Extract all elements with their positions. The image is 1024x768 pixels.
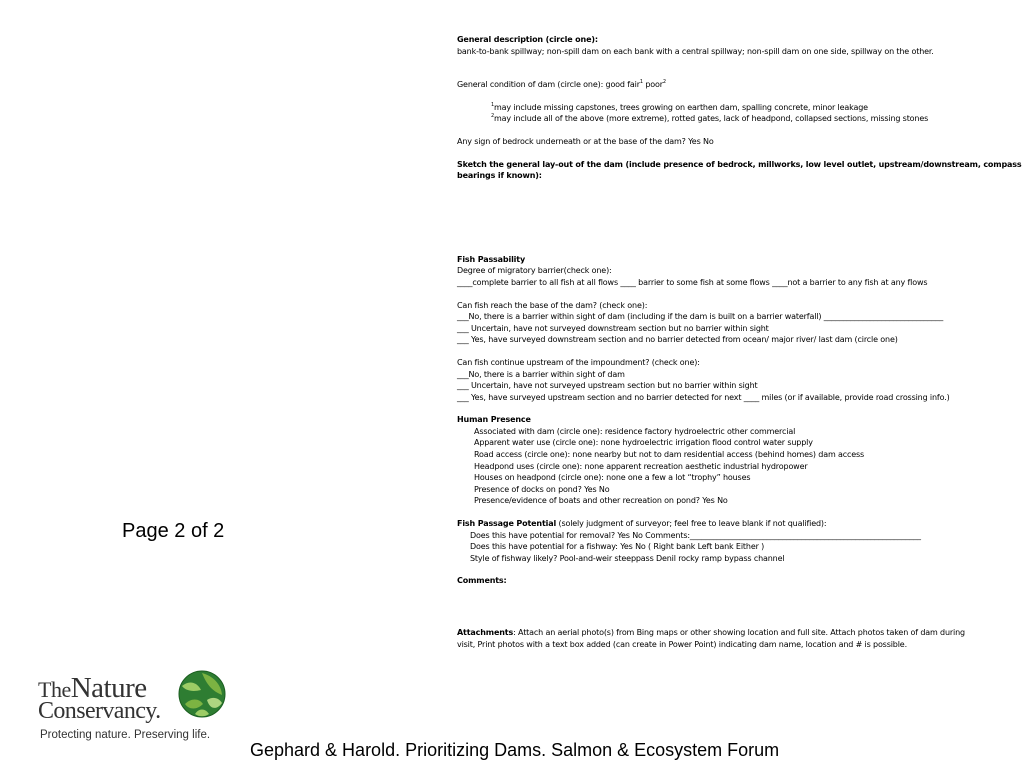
footnote-2 [457, 113, 997, 125]
footnote-2-marker: 2 [491, 113, 495, 120]
human-item: Presence/evidence of boats and other recreation on pond? Yes No [474, 496, 728, 506]
fish-passage-potential-note: (solely judgment of surveyor; feel free to leave blank if not qualified): [556, 519, 827, 529]
footnote-1-marker: 1 [491, 101, 495, 108]
removal-question: Does this have potential for removal? Yes No Comments:____________________________________________________________ [470, 530, 921, 540]
condition-line [457, 79, 997, 91]
comments-label: Comments: [457, 576, 507, 586]
logo-conservancy: Conservancy. [38, 698, 161, 724]
reach-base-option-3: ___ Yes, have surveyed downstream section and no barrier detected from ocean/ major river/ last dam (circle one) [457, 335, 898, 345]
comments-area [457, 587, 997, 627]
human-presence-heading: Human Presence [457, 415, 531, 425]
attachments-text-1: : Attach an aerial photo(s) from Bing maps or other showing location and full site. Attach photos taken of dam during [513, 628, 965, 637]
upstream-option-3: ___ Yes, have surveyed upstream section and no barrier detected for next ____ miles (or if available, provide road crossing info.) [457, 392, 950, 402]
general-description-options: bank-to-bank spillway; non-spill dam on each bank with a central spillway; non-spill dam on one side, spillway on the other. [457, 46, 934, 56]
condition-label: General condition of dam (circle one): good fair [457, 80, 640, 90]
attachments-title: Attachments [457, 628, 514, 637]
poor-footnote-marker: 2 [662, 79, 666, 86]
leaf-globe-icon [177, 670, 227, 718]
fish-passage-potential-title: Fish Passage Potential [457, 519, 557, 529]
migratory-options: ____complete barrier to all fish at all flows ____ barrier to some fish at some flows ____not a barrier to any fish at any flows [457, 277, 928, 287]
fair-footnote-marker: 1 [639, 79, 643, 86]
page-number: Page 2 of 2 [122, 520, 225, 542]
human-item: Presence of docks on pond? Yes No [474, 484, 610, 494]
bedrock-question: Any sign of bedrock underneath or at the base of the dam? Yes No [457, 136, 714, 146]
sketch-instruction-line-2: bearings if known): [457, 171, 542, 181]
logo-nature: Nature [70, 672, 147, 704]
upstream-option-2: ___ Uncertain, have not surveyed upstream section but no barrier within sight [457, 381, 758, 391]
human-item: Road access (circle one): none nearby but not to dam residential access (behind homes) dam access [474, 450, 865, 460]
fish-passability-heading: Fish Passability [457, 254, 526, 264]
logo-tagline: Protecting nature. Preserving life. [40, 729, 211, 741]
fishway-style: Style of fishway likely? Pool-and-weir steeppass Denil rocky ramp bypass channel [470, 553, 785, 563]
reach-base-option-1: ___No, there is a barrier within sight of dam (including if the dam is built on a barrier waterfall) _______________________________ [457, 312, 944, 322]
human-item: Houses on headpond (circle one): none one a few a lot “trophy” houses [474, 473, 751, 483]
footnote-1-text: may include missing capstones, trees growing on earthen dam, spalling concrete, minor leakage [494, 102, 868, 112]
fishway-question: Does this have potential for a fishway: Yes No ( Right bank Left bank Either ) [470, 542, 765, 552]
footer-citation: Gephard & Harold. Prioritizing Dams. Salmon & Ecosystem Forum [250, 740, 780, 760]
sketch-area [457, 182, 997, 254]
survey-form [457, 34, 1022, 650]
fish-passage-potential-heading [457, 518, 997, 530]
reach-base-question: Can fish reach the base of the dam? (check one): [457, 300, 648, 310]
nature-conservancy-logo [36, 668, 236, 748]
general-description-heading: General description (circle one): [457, 35, 598, 44]
logo-the: The [38, 677, 71, 702]
human-item: Associated with dam (circle one): residence factory hydroelectric other commercial [474, 426, 796, 436]
attachments-line-2: visit, Print photos with a text box added (can create in Power Point) indicating dam name, location and # is possible. [457, 639, 907, 649]
upstream-question: Can fish continue upstream of the impoundment? (check one): [457, 357, 700, 367]
human-item: Apparent water use (circle one): none hydroelectric irrigation flood control water supply [474, 438, 813, 448]
footnote-2-text: may include all of the above (more extreme), rotted gates, lack of headpond, collapsed sections, missing stones [494, 114, 929, 124]
upstream-option-1: ___No, there is a barrier within sight of dam [457, 369, 625, 379]
attachments-line-1 [457, 627, 997, 639]
reach-base-option-2: ___ Uncertain, have not surveyed downstream section but no barrier within sight [457, 323, 769, 333]
human-item: Headpond uses (circle one): none apparent recreation aesthetic industrial hydropower [474, 461, 808, 471]
migratory-label: Degree of migratory barrier(check one): [457, 266, 612, 276]
condition-poor: poor [642, 80, 663, 90]
sketch-instruction-line-1: Sketch the general lay-out of the dam (include presence of bedrock, millworks, low level outlet, upstream/downstream, compass [457, 159, 1022, 169]
footnote-1 [457, 102, 997, 114]
